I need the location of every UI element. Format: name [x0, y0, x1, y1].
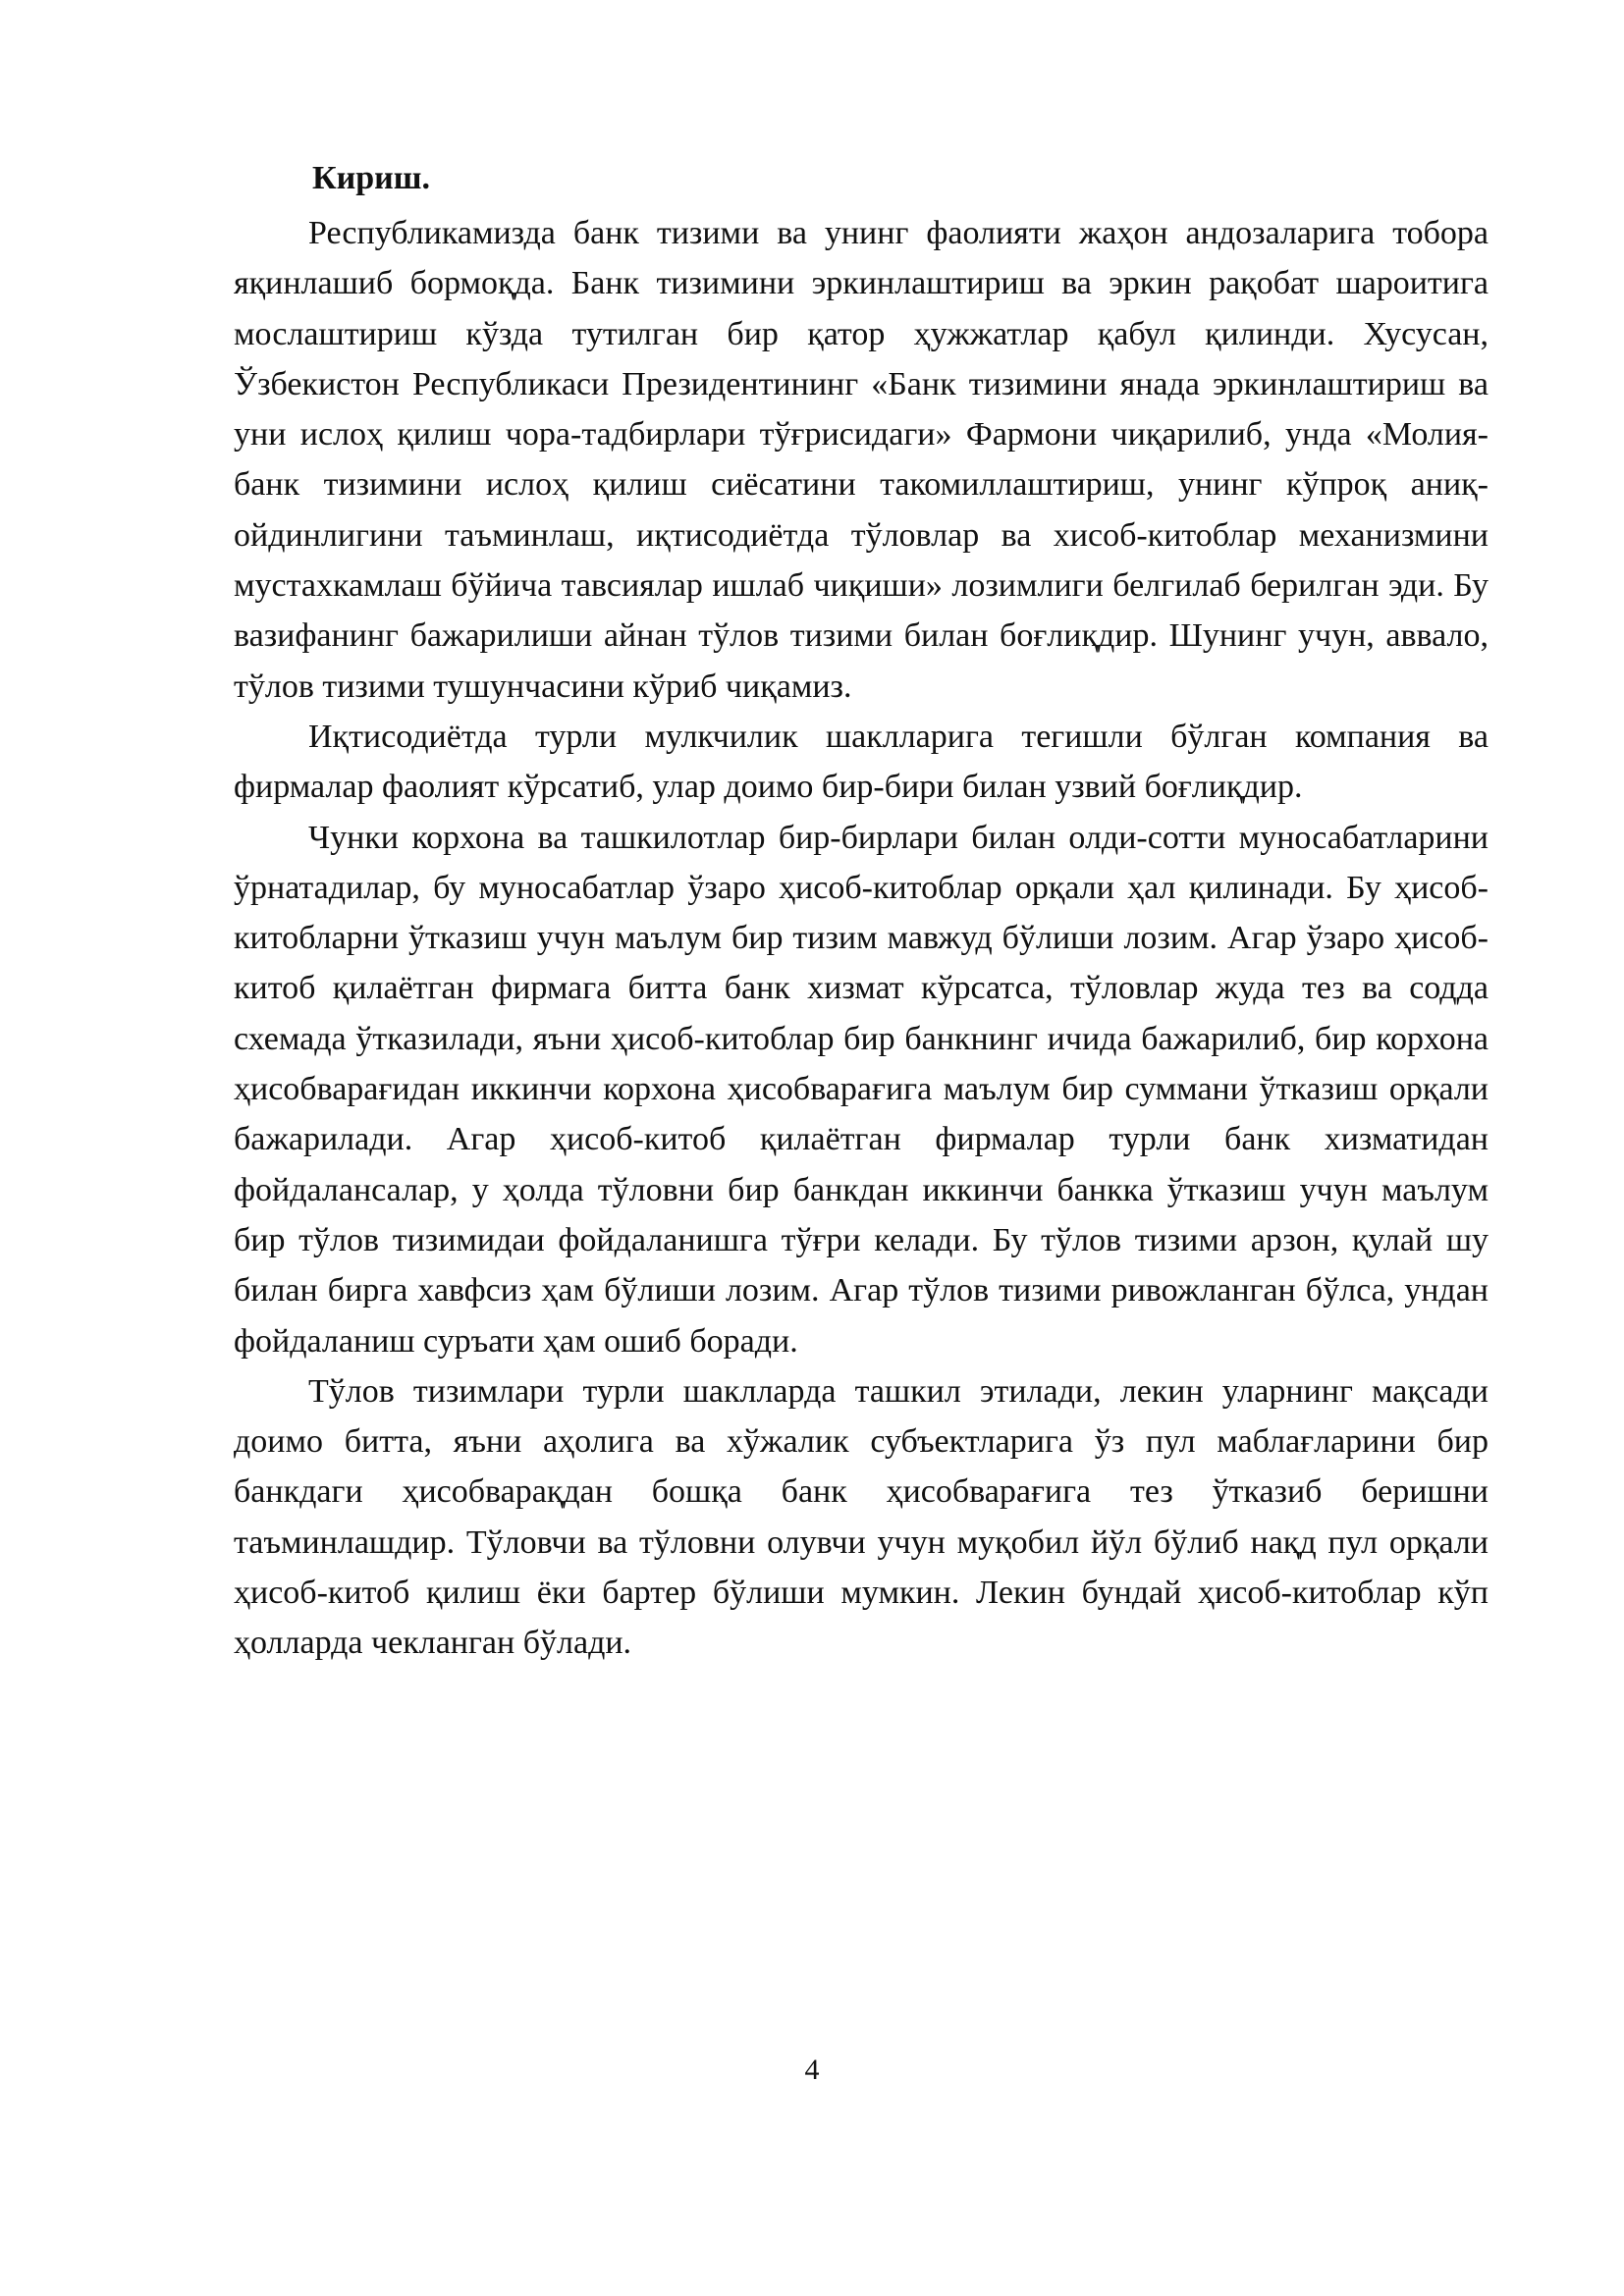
section-heading: Кириш. [312, 160, 430, 196]
paragraph-3: Чунки корхона ва ташкилотлар бир-бирлари билан олди-сотти муносабатларини ўрнатадилар, бу муносабатлар ўзаро ҳисоб-китоблар орқали ҳал қилинади. Бу ҳисоб-китобларни ўтказиш учун маълум бир тизим мавжуд бўлиши лозим. Агар ўзаро ҳисоб-китоб қилаётган фирмага битта банк хизмат кўрсатса, тўловлар жуда тез ва содда схемада ўтказилади, яъни ҳисоб-китоблар бир банкнинг ичида бажарилиб, бир корхона ҳисобварағидан иккинчи корхона ҳисобварағига маълум бир суммани ўтказиш орқали бажарилади. Агар ҳисоб-китоб қилаётган фирмалар турли банк хизматидан фойдалансалар, у ҳолда тўловни бир банкдан иккинчи банкка ўтказиш учун маълум бир тўлов тизимидаи фойдаланишга тўғри келади. Бу тўлов тизими арзон, қулай шу билан бирга хавфсиз ҳам бўлиши лозим. Агар тўлов тизими ривожланган бўлса, ундан фойдаланиш суръати ҳам ошиб боради. [234, 819, 1489, 1360]
paragraph-1: Республикамизда банк тизими ва унинг фаолияти жаҳон андозаларига тобора яқинлашиб бормоқда. Банк тизимини эркинлаштириш ва эркин рақобат шароитига мослаштириш кўзда тутилган бир қатор ҳужжатлар қабул қилинди. Хусусан, Ўзбекистон Республикаси Президентининг «Банк тизимини янада эркинлаштириш ва уни ислоҳ қилиш чора-тадбирлари тўғрисидаги» Фармони чиқарилиб, унда «Молия-банк тизимини ислоҳ қилиш сиёсатини такомиллаштириш, унинг кўпроқ аниқ-ойдинлигини таъминлаш, иқтисодиётда тўловлар ва хисоб-китоблар механизмини мустахкамлаш бўйича тавсиялар ишлаб чиқиши» лозимлиги белгилаб берилган эди. Бу вазифанинг бажарилиши айнан тўлов тизими билан боғлиқдир. Шунинг учун, аввало, тўлов тизими тушунчасини кўриб чиқамиз. [234, 215, 1489, 705]
page-number: 4 [804, 2054, 820, 2086]
paragraph-2: Иқтисодиётда турли мулкчилик шаклларига тегишли бўлган компания ва фирмалар фаолият кўрсатиб, улар доимо бир-бири билан узвий боғлиқдир. [234, 718, 1489, 806]
paragraph-4: Тўлов тизимлари турли шаклларда ташкил этилади, лекин уларнинг мақсади доимо битта, яъни аҳолига ва хўжалик субъектларига ўз пул маблағларини бир банкдаги ҳисобварақдан бошқа банк ҳисобварағига тез ўтказиб беришни таъминлашдир. Тўловчи ва тўловни олувчи учун муқобил йўл бўлиб нақд пул орқали ҳисоб-китоб қилиш ёки бартер бўлиши мумкин. Лекин бундай ҳисоб-китоблар кўп ҳолларда чекланган бўлади. [234, 1372, 1489, 1662]
page-content [234, 155, 1489, 1669]
